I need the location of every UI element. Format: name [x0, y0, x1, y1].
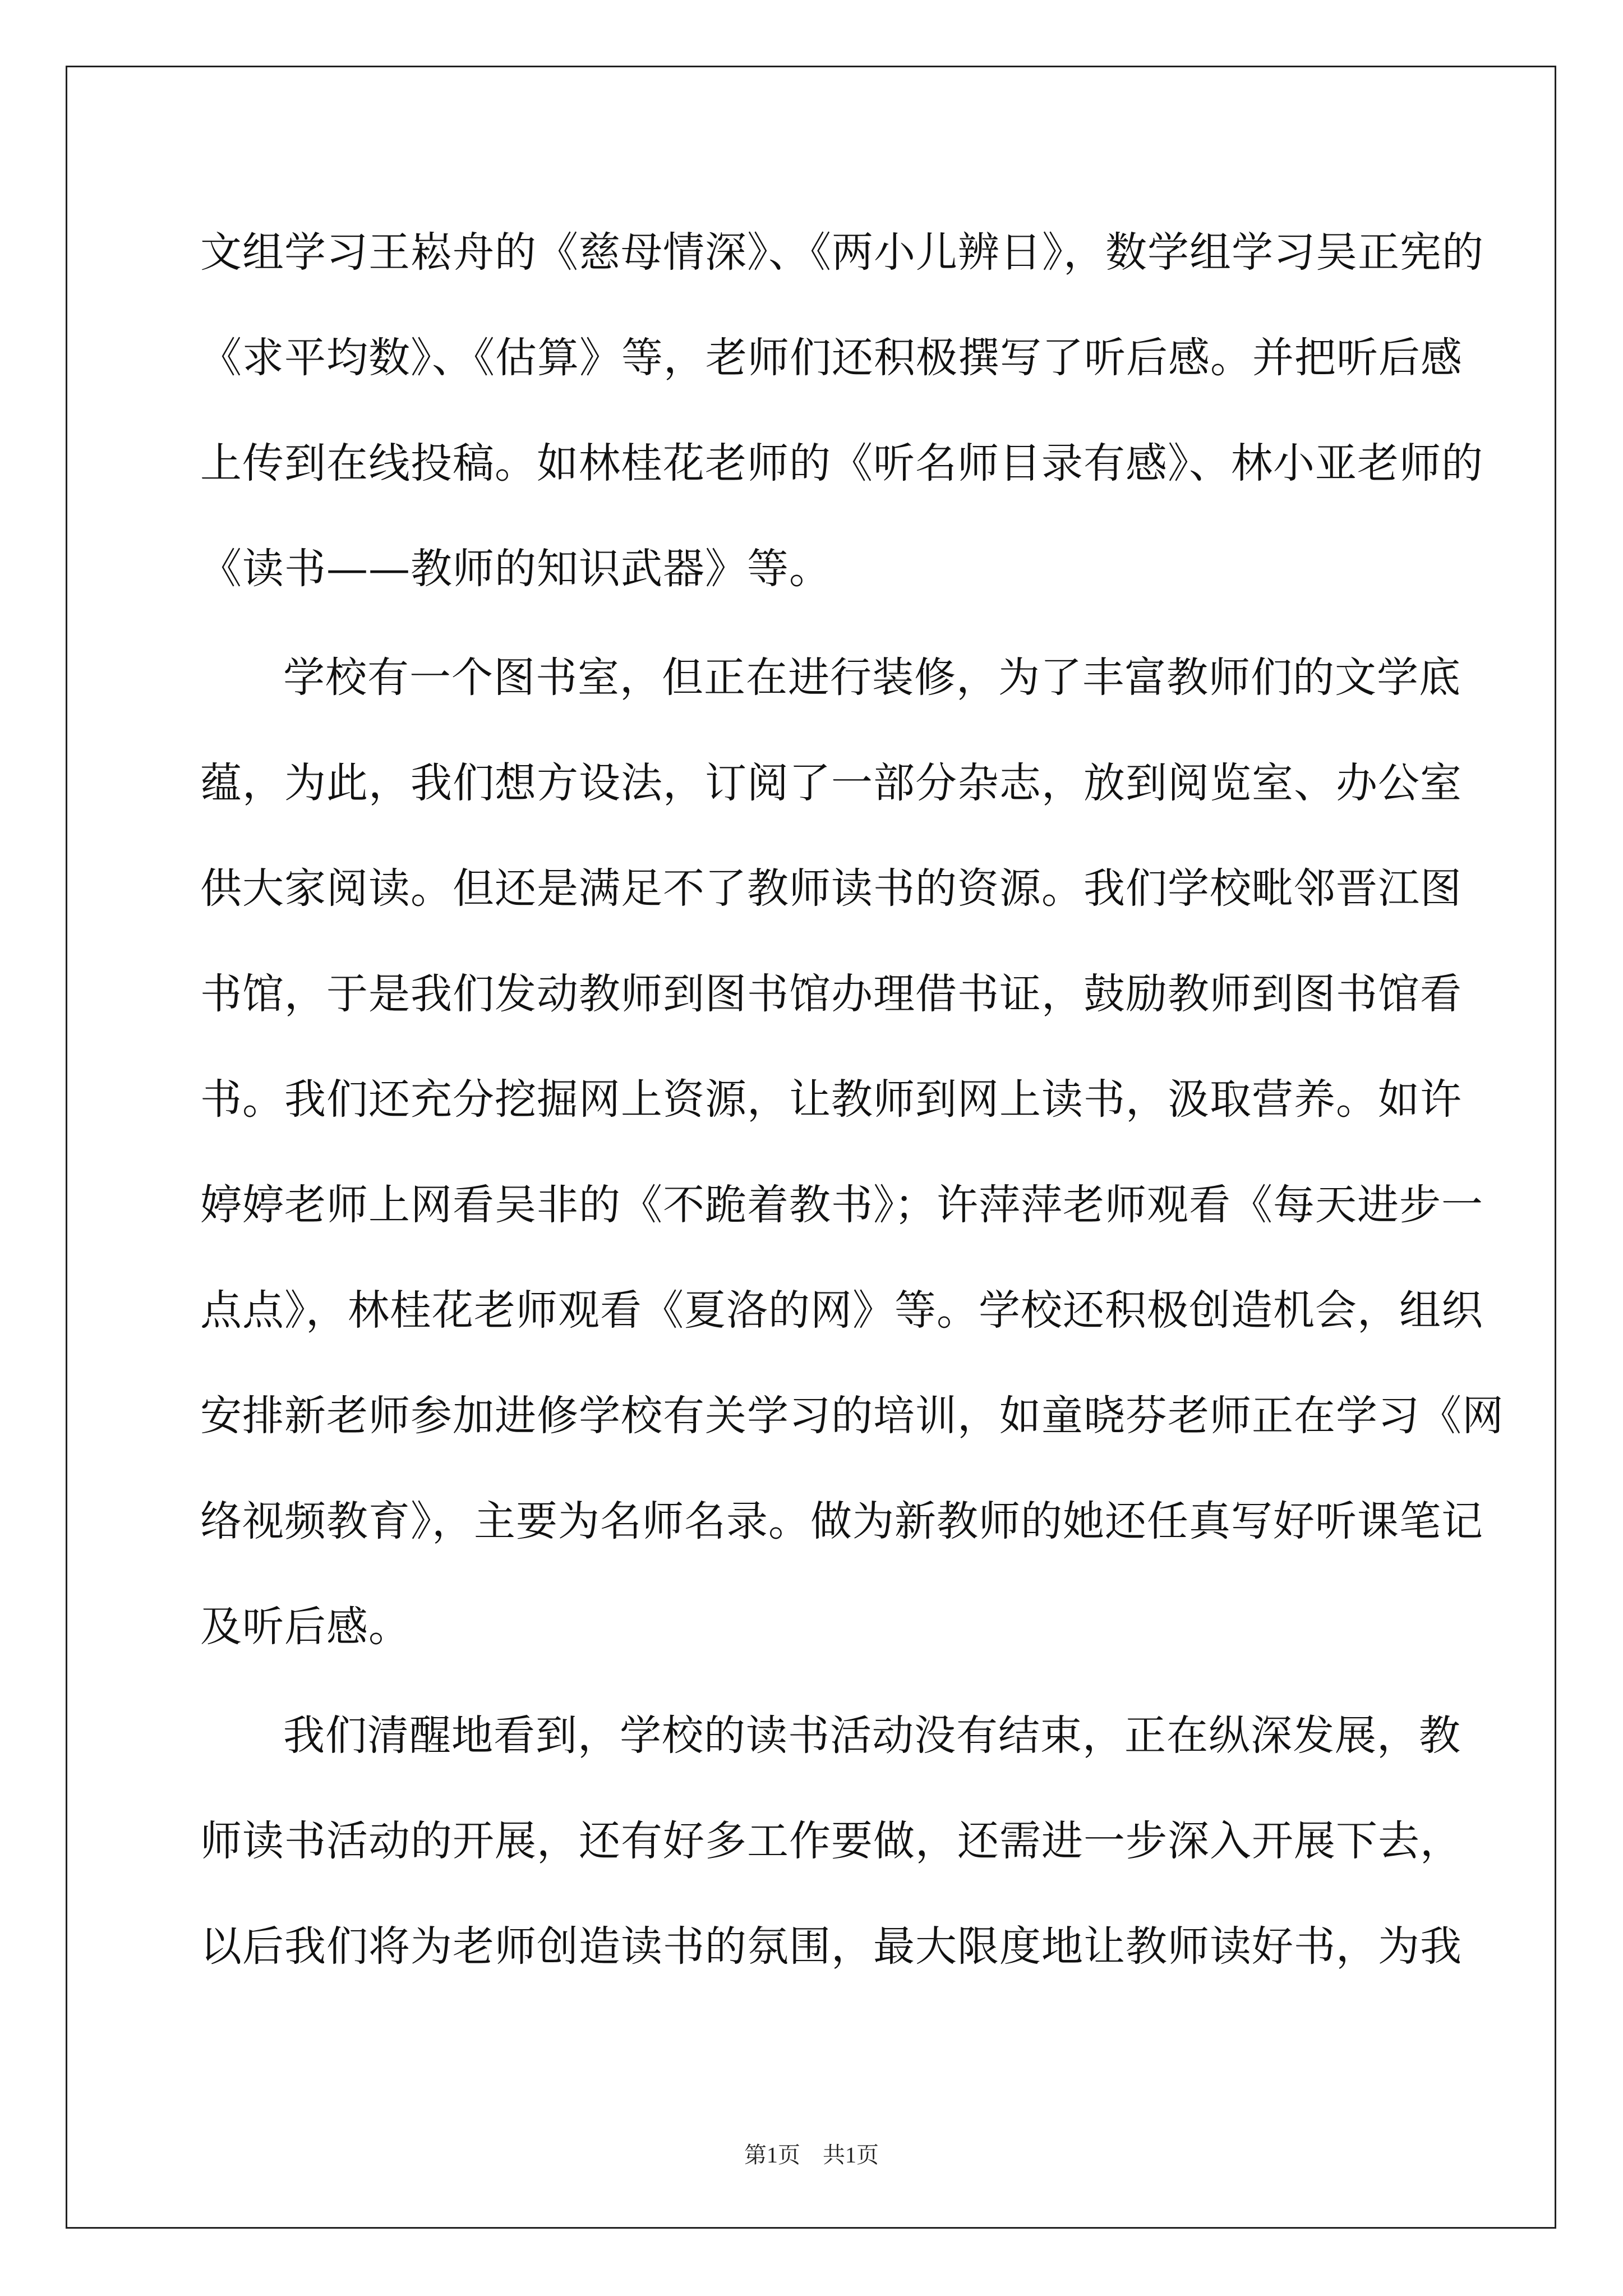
page-border [66, 66, 1556, 2229]
page-number: 第1页 共1页 [744, 2142, 879, 2168]
text-line: 书馆，于是我们发动教师到图书馆办理借书证，鼓励教师到图书馆看 [200, 970, 1462, 1018]
text-line: 安排新老师参加进修学校有关学习的培训，如童晓芬老师正在学习《网 [200, 1392, 1504, 1440]
text-line: 文组学习王崧舟的《慈母情深》、《两小儿辨日》，数学组学习吴正宪的 [200, 228, 1484, 277]
paragraph-start-line: 学校有一个图书室，但正在进行装修，为了丰富教师们的文学底 [283, 654, 1461, 702]
text-line: 婷婷老师上网看吴非的《不跪着教书》；许萍萍老师观看《每天进步一 [200, 1181, 1483, 1229]
text-line: 师读书活动的开展，还有好多工作要做，还需进一步深入开展下去， [200, 1817, 1462, 1865]
text-line: 《读书——教师的知识武器》等。 [200, 545, 831, 593]
text-line: 点点》，林桂花老师观看《夏洛的网》等。学校还积极创造机会，组织 [200, 1286, 1483, 1335]
paragraph-start-line: 我们清醒地看到，学校的读书活动没有结束，正在纵深发展，教 [283, 1711, 1461, 1760]
text-line: 书。我们还充分挖掘网上资源，让教师到网上读书，汲取营养。如许 [200, 1075, 1462, 1124]
text-line: 供大家阅读。但还是满足不了教师读书的资源。我们学校毗邻晋江图 [200, 864, 1462, 913]
text-line: 上传到在线投稿。如林桂花老师的《听名师目录有感》、林小亚老师的 [200, 439, 1483, 487]
text-line: 《求平均数》、《估算》等，老师们还积极撰写了听后感。并把听后感 [200, 334, 1463, 382]
text-line: 蕴，为此，我们想方设法，订阅了一部分杂志，放到阅览室、办公室 [200, 759, 1462, 807]
text-line: 及听后感。 [200, 1603, 411, 1651]
text-line: 以后我们将为老师创造读书的氛围，最大限度地让教师读好书，为我 [200, 1922, 1462, 1971]
text-line: 络视频教育》，主要为名师名录。做为新教师的她还任真写好听课笔记 [200, 1497, 1483, 1545]
